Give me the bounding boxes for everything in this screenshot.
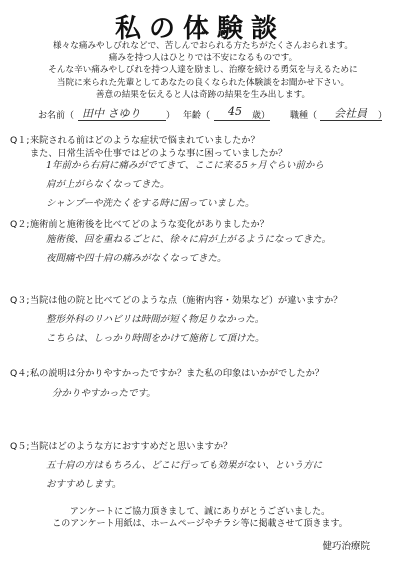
question-3 bbox=[10, 294, 386, 307]
name-value: 田中 さゆり bbox=[82, 107, 141, 120]
name-label: お名前（ bbox=[38, 111, 75, 121]
question-number: Q５; bbox=[10, 441, 30, 452]
answer-line: 肩が上がらなくなってきた。 bbox=[46, 179, 170, 190]
answer-line: 施術後、回を重ねるごとに、徐々に肩が上がるようになってきた。 bbox=[46, 234, 332, 245]
intro-line: 善意の結果を伝えると人は奇跡の結果を生み出します。 bbox=[95, 89, 311, 100]
job-value: 会社員 bbox=[334, 107, 367, 120]
question-number: Q３; bbox=[10, 295, 30, 306]
answer-line: 五十肩の方はもちろん、どこに行っても効果がない、という方に bbox=[46, 460, 323, 471]
job-close: ） bbox=[378, 111, 388, 121]
question-text: 当院は他の院と比べてどのような点（施術内容・効果など）が違いますか？ bbox=[30, 295, 343, 306]
answer-5 bbox=[46, 456, 390, 494]
question-text: 当院はどのような方におすすめだと思いますか？ bbox=[30, 441, 233, 452]
intro-line: 当院に来られた先輩としてあなたの良くなられた体験談をお聞かせ下さい。 bbox=[56, 77, 350, 88]
answer-line: おすすめします。 bbox=[46, 479, 122, 490]
job-underline bbox=[320, 120, 382, 121]
answer-line: 夜間痛や四十肩の痛みがなくなってきた。 bbox=[46, 253, 227, 264]
footer-line: このアンケート用紙は、ホームページやチラシ等に掲載させて頂きます。 bbox=[52, 519, 348, 529]
answer-line: シャンプーや洗たくをする時に困っていました。 bbox=[46, 198, 255, 209]
footer-line: アンケートにご協力頂きまして、誠にありがとうございました。 bbox=[69, 507, 331, 517]
intro-line: そんな辛い痛みやしびれを持つ人達を励まし、治療を続ける勇気を与えるために bbox=[48, 65, 358, 76]
question-4 bbox=[10, 367, 386, 380]
answer-line: こちらは、しっかり時間をかけて施術して頂けた。 bbox=[46, 333, 265, 344]
question-number: Q２; bbox=[10, 219, 30, 230]
answer-1 bbox=[46, 156, 390, 213]
question-text: 施術前と施術後を比べてどのような変化がありましたか？ bbox=[30, 219, 269, 230]
question-text: 来院される前はどのような症状で悩まれていましたか？ bbox=[30, 135, 260, 146]
question-text: 私の説明は分かりやすかったですか？また私の印象はいかがでしたか？ bbox=[30, 368, 324, 379]
answer-line: 1年前から右肩に痛みがでてきて、ここに来る5ヶ月ぐらい前から bbox=[46, 160, 324, 171]
answer-4 bbox=[52, 384, 390, 403]
age-value: 45 bbox=[228, 105, 242, 118]
name-close: ） bbox=[166, 111, 176, 121]
age-label: 年齢（ bbox=[183, 111, 211, 121]
age-unit: 歳） bbox=[252, 111, 271, 121]
job-label: 職種（ bbox=[290, 111, 318, 121]
name-underline bbox=[78, 120, 166, 121]
answer-line: 整形外科のリハビリは時間が短く物足りなかった。 bbox=[46, 314, 265, 325]
question-5 bbox=[10, 440, 386, 453]
answer-3 bbox=[46, 310, 390, 348]
clinic-name: 健巧治療院 bbox=[322, 541, 370, 552]
footer-thanks bbox=[0, 506, 400, 530]
profile-row bbox=[38, 105, 388, 123]
answer-2 bbox=[46, 230, 390, 268]
age-underline bbox=[214, 120, 270, 121]
question-text: また、日常生活や仕事ではどのような事に困っていましたか？ bbox=[30, 148, 288, 159]
intro-text bbox=[36, 40, 370, 101]
answer-line: 分かりやすかったです。 bbox=[52, 388, 156, 399]
page-title: 私の体験談 bbox=[114, 14, 285, 44]
intro-line: 痛みを持つ人はひとりでは不安になるものです。 bbox=[108, 53, 298, 64]
question-number: Q４; bbox=[10, 368, 30, 379]
question-number: Q１; bbox=[10, 135, 30, 146]
intro-line: 様々な痛みやしびれなどで、苦しんでおられる方たちがたくさんおられます。 bbox=[53, 41, 353, 51]
